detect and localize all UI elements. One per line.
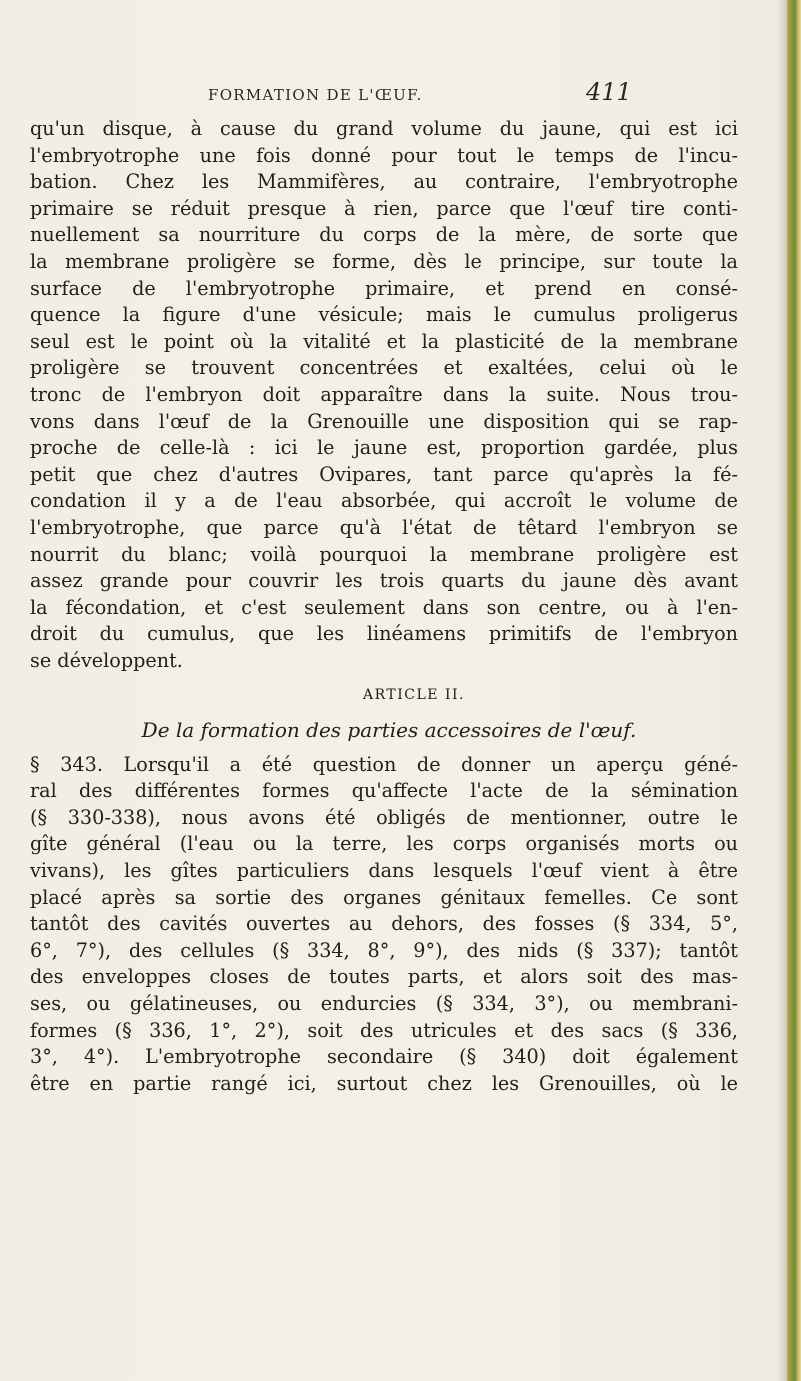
text-line: proligère se trouvent concentrées et exaltées, celui où le bbox=[30, 356, 738, 380]
text-line: nourrit du blanc; voilà pourquoi la membrane proligère est bbox=[30, 542, 738, 566]
text-line: 6°, 7°), des cellules (§ 334, 8°, 9°), des nids (§ 337); tantôt bbox=[30, 938, 738, 962]
text-line: primaire se réduit presque à rien, parce que l'œuf tire conti- bbox=[30, 196, 738, 220]
text-line: condation il y a de l'eau absorbée, qui accroît le volume de bbox=[30, 489, 738, 513]
text-line: la membrane proligère se forme, dès le principe, sur toute la bbox=[30, 249, 738, 273]
text-line: ses, ou gélatineuses, ou endurcies (§ 334, 3°), ou membrani- bbox=[30, 992, 738, 1015]
gutter-shadow bbox=[777, 0, 787, 1381]
text-line: l'embryotrophe, que parce qu'à l'état de têtard l'embryon se bbox=[30, 515, 738, 539]
text-line: se développent. bbox=[30, 648, 183, 672]
text-line: tantôt des cavités ouvertes au dehors, des fosses (§ 334, 5°, bbox=[30, 912, 738, 936]
text-line: l'embryotrophe une fois donné pour tout le temps de l'incu- bbox=[30, 143, 738, 167]
text-line: la fécondation, et c'est seulement dans son centre, ou à l'en- bbox=[30, 595, 738, 619]
text-line: 3°, 4°). L'embryotrophe secondaire (§ 340) doit également bbox=[30, 1045, 738, 1069]
book-spine-edge bbox=[787, 0, 801, 1381]
text-line: petit que chez d'autres Ovipares, tant parce qu'après la fé- bbox=[30, 462, 738, 486]
text-line: assez grande pour couvrir les trois quarts du jaune dès avant bbox=[30, 569, 738, 593]
article-heading: ARTICLE II. bbox=[363, 687, 465, 704]
text-line: ral des différentes formes qu'affecte l'acte de la sémination bbox=[30, 779, 738, 803]
text-line: être en partie rangé ici, surtout chez les Grenouilles, où le bbox=[30, 1071, 738, 1095]
body-text bbox=[30, 116, 738, 1097]
text-line: seul est le point où la vitalité et la plasticité de la membrane bbox=[30, 329, 738, 353]
text-line: placé après sa sortie des organes génitaux femelles. Ce sont bbox=[30, 885, 738, 909]
page-number: 411 bbox=[586, 78, 632, 106]
text-line: qu'un disque, à cause du grand volume du jaune, qui est ici bbox=[30, 117, 738, 140]
spacer bbox=[30, 744, 738, 752]
text-line: quence la figure d'une vésicule; mais le cumulus proligerus bbox=[30, 303, 738, 327]
text-line: gîte général (l'eau ou la terre, les corps organisés morts ou bbox=[30, 832, 738, 856]
text-line: vivans), les gîtes particuliers dans lesquels l'œuf vient à être bbox=[30, 859, 738, 883]
text-line: nuellement sa nourriture du corps de la mère, de sorte que bbox=[30, 223, 738, 247]
spacer bbox=[30, 709, 738, 717]
text-line: formes (§ 336, 1°, 2°), soit des utricules et des sacs (§ 336, bbox=[30, 1018, 738, 1042]
text-line: surface de l'embryotrophe primaire, et prend en consé- bbox=[30, 276, 738, 300]
paragraph-2 bbox=[30, 752, 738, 1098]
paragraph-1 bbox=[30, 116, 738, 674]
text-line: proche de celle-là : ici le jaune est, proportion gardée, plus bbox=[30, 436, 738, 460]
text-line: des enveloppes closes de toutes parts, et alors soit des mas- bbox=[30, 965, 738, 989]
text-line: vons dans l'œuf de la Grenouille une disposition qui se rap- bbox=[30, 409, 738, 433]
running-title: FORMATION DE L'ŒUF. bbox=[208, 86, 423, 104]
text-line: (§ 330-338), nous avons été obligés de mentionner, outre le bbox=[30, 805, 738, 829]
spacer bbox=[30, 674, 738, 682]
text-line: bation. Chez les Mammifères, au contraire, l'embryotrophe bbox=[30, 170, 738, 194]
article-subtitle: De la formation des parties accessoires de l'œuf. bbox=[141, 718, 637, 743]
text-line: droit du cumulus, que les linéamens primitifs de l'embryon bbox=[30, 622, 738, 646]
text-line: § 343. Lorsqu'il a été question de donner un aperçu géné- bbox=[30, 752, 738, 776]
text-line: tronc de l'embryon doit apparaître dans la suite. Nous trou- bbox=[30, 382, 738, 406]
